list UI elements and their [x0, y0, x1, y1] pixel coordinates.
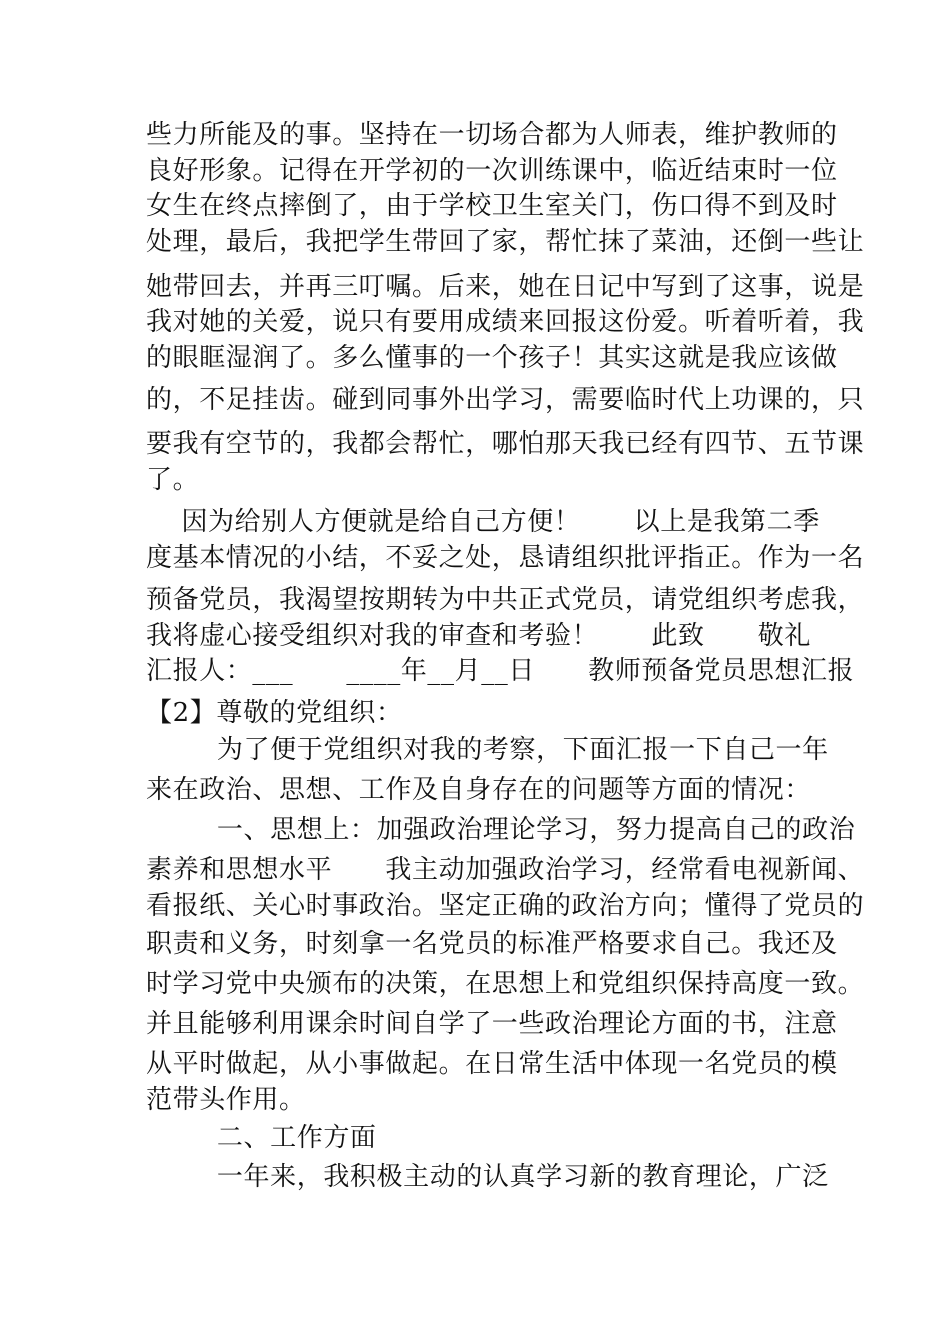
text-line: 时学习党中央颁布的决策，在思想上和党组织保持高度一致。: [146, 969, 865, 999]
text-line: 的眼眶湿润了。多么懂事的一个孩子！其实这就是我应该做: [146, 343, 838, 373]
text-line: 一年来，我积极主动的认真学习新的教育理论，广泛: [146, 1162, 829, 1192]
text-line: 我对她的关爱，说只有要用成绩来回报这份爱。听着听着，我: [146, 307, 865, 337]
text-line: 女生在终点摔倒了，由于学校卫生室关门，伤口得不到及时: [146, 191, 838, 221]
text-line: 一、思想上：加强政治理论学习，努力提高自己的政治: [146, 815, 856, 845]
section-heading: 【2】尊敬的党组织：: [146, 698, 403, 728]
text-line: 良好形象。记得在开学初的一次训练课中，临近结束时一位: [146, 156, 838, 186]
text-line: 了。: [146, 465, 200, 495]
text-line: 从平时做起，从小事做起。在日常生活中体现一名党员的模: [146, 1049, 838, 1079]
text-line: 处理，最后，我把学生带回了家，帮忙抹了菜油，还倒一些让: [146, 227, 865, 257]
text-line: 范带头作用。: [146, 1085, 306, 1115]
text-line: 素养和思想水平 我主动加强政治学习，经常看电视新闻、: [146, 855, 865, 885]
text-line: 我将虚心接受组织对我的审查和考验！ 此致 敬礼: [146, 621, 811, 651]
text-line: 汇报人：___ ____年__月__日 教师预备党员思想汇报: [146, 656, 855, 686]
text-line: 她带回去，并再三叮嘱。后来，她在日记中写到了这事，说是: [146, 272, 865, 302]
text-line: 职责和义务，时刻拿一名党员的标准严格要求自己。我还及: [146, 929, 838, 959]
text-line: 来在政治、思想、工作及自身存在的问题等方面的情况：: [146, 775, 812, 805]
text-line: 的，不足挂齿。碰到同事外出学习，需要临时代上功课的，只: [146, 385, 865, 415]
section-heading: 二、工作方面: [146, 1123, 377, 1153]
text-line: 因为给别人方便就是给自己方便！ 以上是我第二季: [146, 507, 820, 537]
text-line: 预备党员，我渴望按期转为中共正式党员，请党组织考虑我，: [146, 585, 865, 615]
text-line: 看报纸、关心时事政治。坚定正确的政治方向；懂得了党员的: [146, 891, 865, 921]
text-line: 并且能够利用课余时间自学了一些政治理论方面的书，注意: [146, 1009, 838, 1039]
text-line: 为了便于党组织对我的考察，下面汇报一下自己一年: [146, 735, 829, 765]
text-line: 些力所能及的事。坚持在一切场合都为人师表，维护教师的: [146, 120, 838, 150]
text-line: 度基本情况的小结，不妥之处，恳请组织批评指正。作为一名: [146, 543, 865, 573]
text-line: 要我有空节的，我都会帮忙，哪怕那天我已经有四节、五节课: [146, 429, 865, 459]
